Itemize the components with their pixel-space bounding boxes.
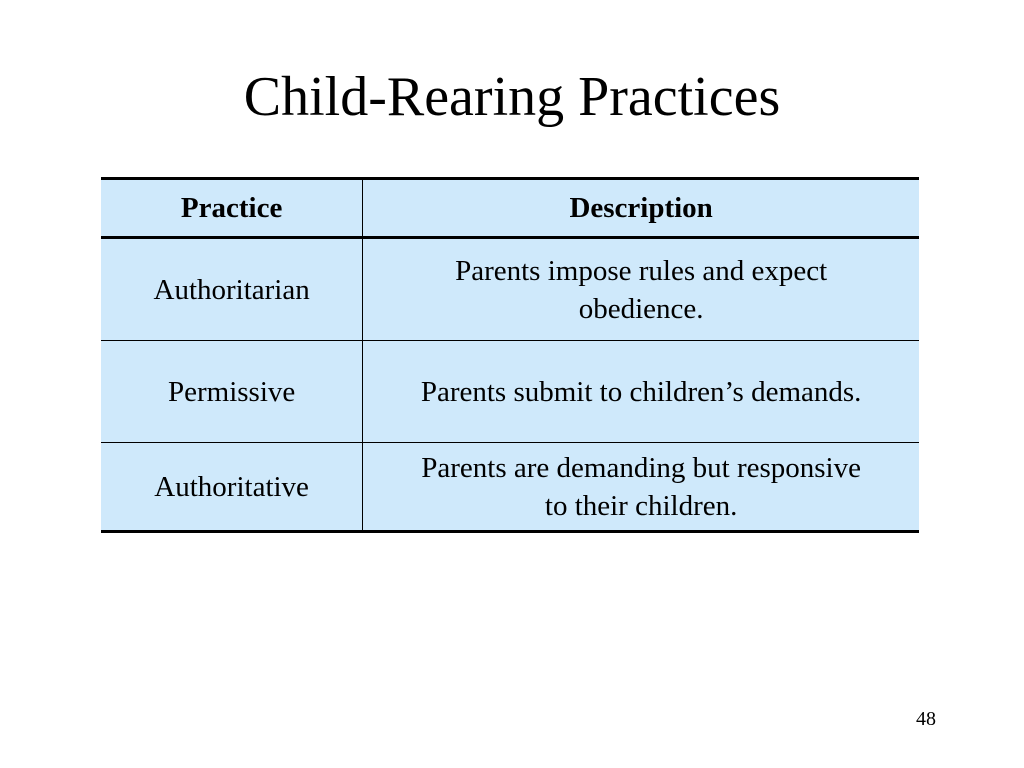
- header-practice: Practice: [101, 179, 363, 238]
- practice-table: [101, 177, 919, 533]
- practice-cell: Permissive: [101, 341, 363, 443]
- table-row: [101, 443, 919, 532]
- description-cell: [363, 443, 919, 532]
- slide-title: Child-Rearing Practices: [243, 66, 781, 128]
- table-body: [101, 238, 919, 532]
- description-text: Parents submit to children’s demands.: [420, 375, 862, 408]
- practice-cell: Authoritative: [101, 443, 363, 532]
- header-description: Description: [363, 179, 919, 238]
- table-row: [101, 238, 919, 341]
- table-row: [101, 341, 919, 443]
- table-header-row: [101, 179, 919, 238]
- description-text: Parents are demanding but responsive to their children.: [421, 451, 861, 522]
- description-text: Parents impose rules and expect obedience.: [455, 254, 828, 325]
- page-number: 48: [916, 708, 936, 730]
- description-cell: [363, 238, 919, 341]
- description-cell: [363, 341, 919, 443]
- practice-cell: Authoritarian: [101, 238, 363, 341]
- table-header: [101, 179, 919, 238]
